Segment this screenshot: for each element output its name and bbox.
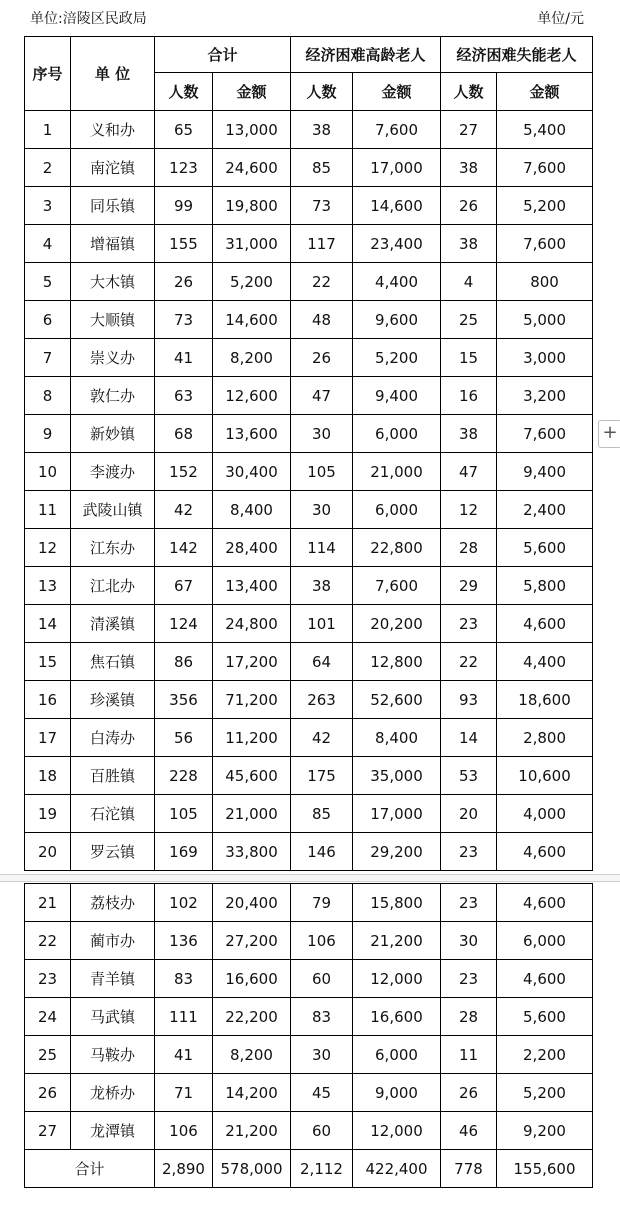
unit-cell: 新妙镇 bbox=[71, 415, 155, 453]
value-cell: 73 bbox=[291, 187, 353, 225]
unit-cell: 荔枝办 bbox=[71, 884, 155, 922]
value-cell: 28 bbox=[441, 998, 497, 1036]
total-cell: 578,000 bbox=[213, 1150, 291, 1188]
seq-cell: 12 bbox=[25, 529, 71, 567]
table-row bbox=[25, 1112, 593, 1150]
value-cell: 9,400 bbox=[353, 377, 441, 415]
value-cell: 65 bbox=[155, 111, 213, 149]
value-cell: 85 bbox=[291, 149, 353, 187]
unit-cell: 大木镇 bbox=[71, 263, 155, 301]
unit-cell: 青羊镇 bbox=[71, 960, 155, 998]
unit-cell: 江北办 bbox=[71, 567, 155, 605]
value-cell: 4,400 bbox=[353, 263, 441, 301]
value-cell: 31,000 bbox=[213, 225, 291, 263]
table-row bbox=[25, 149, 593, 187]
table-row bbox=[25, 339, 593, 377]
table-row bbox=[25, 301, 593, 339]
value-cell: 8,200 bbox=[213, 1036, 291, 1074]
value-cell: 16,600 bbox=[353, 998, 441, 1036]
value-cell: 18,600 bbox=[497, 681, 593, 719]
value-cell: 175 bbox=[291, 757, 353, 795]
table-row bbox=[25, 681, 593, 719]
value-cell: 106 bbox=[155, 1112, 213, 1150]
table-row bbox=[25, 567, 593, 605]
value-cell: 263 bbox=[291, 681, 353, 719]
value-cell: 30 bbox=[291, 1036, 353, 1074]
seq-cell: 3 bbox=[25, 187, 71, 225]
value-cell: 68 bbox=[155, 415, 213, 453]
value-cell: 23 bbox=[441, 605, 497, 643]
value-cell: 13,400 bbox=[213, 567, 291, 605]
value-cell: 30,400 bbox=[213, 453, 291, 491]
value-cell: 24,800 bbox=[213, 605, 291, 643]
value-cell: 48 bbox=[291, 301, 353, 339]
seq-cell: 27 bbox=[25, 1112, 71, 1150]
value-cell: 93 bbox=[441, 681, 497, 719]
value-cell: 6,000 bbox=[353, 415, 441, 453]
col-header-disabled-amount: 金额 bbox=[497, 73, 593, 111]
value-cell: 5,400 bbox=[497, 111, 593, 149]
value-cell: 2,200 bbox=[497, 1036, 593, 1074]
seq-cell: 6 bbox=[25, 301, 71, 339]
value-cell: 3,000 bbox=[497, 339, 593, 377]
value-cell: 20,400 bbox=[213, 884, 291, 922]
value-cell: 8,200 bbox=[213, 339, 291, 377]
value-cell: 71,200 bbox=[213, 681, 291, 719]
table-row bbox=[25, 1074, 593, 1112]
value-cell: 23 bbox=[441, 833, 497, 871]
value-cell: 106 bbox=[291, 922, 353, 960]
unit-cell: 蔺市办 bbox=[71, 922, 155, 960]
seq-cell: 14 bbox=[25, 605, 71, 643]
value-cell: 42 bbox=[291, 719, 353, 757]
value-cell: 8,400 bbox=[213, 491, 291, 529]
value-cell: 38 bbox=[291, 567, 353, 605]
page-header bbox=[30, 8, 584, 28]
unit-cell: 李渡办 bbox=[71, 453, 155, 491]
value-cell: 19,800 bbox=[213, 187, 291, 225]
total-cell: 422,400 bbox=[353, 1150, 441, 1188]
table-row bbox=[25, 1036, 593, 1074]
value-cell: 7,600 bbox=[497, 149, 593, 187]
value-cell: 8,400 bbox=[353, 719, 441, 757]
table-row bbox=[25, 263, 593, 301]
value-cell: 16,600 bbox=[213, 960, 291, 998]
table-row bbox=[25, 795, 593, 833]
value-cell: 22,800 bbox=[353, 529, 441, 567]
value-cell: 67 bbox=[155, 567, 213, 605]
seq-cell: 5 bbox=[25, 263, 71, 301]
value-cell: 9,200 bbox=[497, 1112, 593, 1150]
value-cell: 5,600 bbox=[497, 998, 593, 1036]
value-cell: 29 bbox=[441, 567, 497, 605]
table-row bbox=[25, 643, 593, 681]
value-cell: 79 bbox=[291, 884, 353, 922]
currency-unit: 单位/元 bbox=[537, 11, 584, 27]
value-cell: 142 bbox=[155, 529, 213, 567]
subsidy-table-page1 bbox=[24, 36, 593, 871]
unit-cell: 清溪镇 bbox=[71, 605, 155, 643]
value-cell: 22 bbox=[441, 643, 497, 681]
table-row bbox=[25, 960, 593, 998]
value-cell: 20 bbox=[441, 795, 497, 833]
value-cell: 14 bbox=[441, 719, 497, 757]
value-cell: 17,000 bbox=[353, 795, 441, 833]
unit-cell: 石沱镇 bbox=[71, 795, 155, 833]
value-cell: 4,600 bbox=[497, 884, 593, 922]
unit-cell: 珍溪镇 bbox=[71, 681, 155, 719]
value-cell: 5,000 bbox=[497, 301, 593, 339]
value-cell: 111 bbox=[155, 998, 213, 1036]
unit-cell: 白涛办 bbox=[71, 719, 155, 757]
col-header-total-count: 人数 bbox=[155, 73, 213, 111]
value-cell: 45 bbox=[291, 1074, 353, 1112]
value-cell: 9,000 bbox=[353, 1074, 441, 1112]
value-cell: 5,200 bbox=[497, 1074, 593, 1112]
value-cell: 356 bbox=[155, 681, 213, 719]
value-cell: 10,600 bbox=[497, 757, 593, 795]
value-cell: 83 bbox=[291, 998, 353, 1036]
unit-cell: 焦石镇 bbox=[71, 643, 155, 681]
value-cell: 56 bbox=[155, 719, 213, 757]
table-row bbox=[25, 922, 593, 960]
seq-cell: 11 bbox=[25, 491, 71, 529]
seq-cell: 15 bbox=[25, 643, 71, 681]
table-row bbox=[25, 757, 593, 795]
value-cell: 38 bbox=[441, 415, 497, 453]
value-cell: 12,000 bbox=[353, 1112, 441, 1150]
table-row bbox=[25, 453, 593, 491]
value-cell: 16 bbox=[441, 377, 497, 415]
value-cell: 23,400 bbox=[353, 225, 441, 263]
value-cell: 23 bbox=[441, 884, 497, 922]
value-cell: 53 bbox=[441, 757, 497, 795]
value-cell: 136 bbox=[155, 922, 213, 960]
total-cell: 155,600 bbox=[497, 1150, 593, 1188]
table-row bbox=[25, 377, 593, 415]
value-cell: 6,000 bbox=[497, 922, 593, 960]
value-cell: 52,600 bbox=[353, 681, 441, 719]
value-cell: 4,000 bbox=[497, 795, 593, 833]
table-row bbox=[25, 111, 593, 149]
seq-cell: 8 bbox=[25, 377, 71, 415]
value-cell: 63 bbox=[155, 377, 213, 415]
value-cell: 4 bbox=[441, 263, 497, 301]
value-cell: 14,600 bbox=[213, 301, 291, 339]
seq-cell: 9 bbox=[25, 415, 71, 453]
value-cell: 14,600 bbox=[353, 187, 441, 225]
value-cell: 47 bbox=[441, 453, 497, 491]
value-cell: 14,200 bbox=[213, 1074, 291, 1112]
value-cell: 38 bbox=[441, 225, 497, 263]
seq-cell: 10 bbox=[25, 453, 71, 491]
seq-cell: 2 bbox=[25, 149, 71, 187]
value-cell: 17,000 bbox=[353, 149, 441, 187]
value-cell: 2,400 bbox=[497, 491, 593, 529]
value-cell: 12,000 bbox=[353, 960, 441, 998]
value-cell: 38 bbox=[291, 111, 353, 149]
value-cell: 41 bbox=[155, 339, 213, 377]
unit-cell: 龙桥办 bbox=[71, 1074, 155, 1112]
table-row bbox=[25, 605, 593, 643]
table-row bbox=[25, 998, 593, 1036]
value-cell: 146 bbox=[291, 833, 353, 871]
value-cell: 155 bbox=[155, 225, 213, 263]
value-cell: 4,600 bbox=[497, 960, 593, 998]
unit-cell: 同乐镇 bbox=[71, 187, 155, 225]
value-cell: 60 bbox=[291, 960, 353, 998]
table-row bbox=[25, 187, 593, 225]
value-cell: 123 bbox=[155, 149, 213, 187]
value-cell: 25 bbox=[441, 301, 497, 339]
value-cell: 35,000 bbox=[353, 757, 441, 795]
add-plus-icon[interactable]: + bbox=[598, 420, 620, 448]
value-cell: 29,200 bbox=[353, 833, 441, 871]
value-cell: 11 bbox=[441, 1036, 497, 1074]
value-cell: 105 bbox=[291, 453, 353, 491]
col-header-total-amount: 金额 bbox=[213, 73, 291, 111]
value-cell: 30 bbox=[441, 922, 497, 960]
value-cell: 152 bbox=[155, 453, 213, 491]
value-cell: 33,800 bbox=[213, 833, 291, 871]
value-cell: 6,000 bbox=[353, 1036, 441, 1074]
col-header-elderly-amount: 金额 bbox=[353, 73, 441, 111]
table-row bbox=[25, 225, 593, 263]
value-cell: 12,600 bbox=[213, 377, 291, 415]
value-cell: 800 bbox=[497, 263, 593, 301]
value-cell: 42 bbox=[155, 491, 213, 529]
seq-cell: 25 bbox=[25, 1036, 71, 1074]
unit-cell: 马武镇 bbox=[71, 998, 155, 1036]
col-group-disabled: 经济困难失能老人 bbox=[441, 37, 593, 73]
value-cell: 4,400 bbox=[497, 643, 593, 681]
value-cell: 11,200 bbox=[213, 719, 291, 757]
value-cell: 64 bbox=[291, 643, 353, 681]
value-cell: 5,200 bbox=[353, 339, 441, 377]
value-cell: 13,000 bbox=[213, 111, 291, 149]
value-cell: 28,400 bbox=[213, 529, 291, 567]
seq-cell: 23 bbox=[25, 960, 71, 998]
seq-cell: 17 bbox=[25, 719, 71, 757]
value-cell: 26 bbox=[441, 1074, 497, 1112]
seq-cell: 4 bbox=[25, 225, 71, 263]
total-cell: 2,112 bbox=[291, 1150, 353, 1188]
value-cell: 20,200 bbox=[353, 605, 441, 643]
value-cell: 7,600 bbox=[497, 415, 593, 453]
value-cell: 21,200 bbox=[353, 922, 441, 960]
value-cell: 60 bbox=[291, 1112, 353, 1150]
value-cell: 30 bbox=[291, 491, 353, 529]
value-cell: 169 bbox=[155, 833, 213, 871]
value-cell: 5,200 bbox=[213, 263, 291, 301]
value-cell: 2,800 bbox=[497, 719, 593, 757]
value-cell: 26 bbox=[291, 339, 353, 377]
value-cell: 6,000 bbox=[353, 491, 441, 529]
value-cell: 24,600 bbox=[213, 149, 291, 187]
seq-cell: 1 bbox=[25, 111, 71, 149]
seq-cell: 22 bbox=[25, 922, 71, 960]
table-row bbox=[25, 491, 593, 529]
value-cell: 21,200 bbox=[213, 1112, 291, 1150]
value-cell: 22 bbox=[291, 263, 353, 301]
value-cell: 30 bbox=[291, 415, 353, 453]
total-cell: 778 bbox=[441, 1150, 497, 1188]
value-cell: 101 bbox=[291, 605, 353, 643]
value-cell: 83 bbox=[155, 960, 213, 998]
subsidy-table-page2 bbox=[24, 883, 593, 1188]
unit-cell: 崇义办 bbox=[71, 339, 155, 377]
value-cell: 15,800 bbox=[353, 884, 441, 922]
value-cell: 22,200 bbox=[213, 998, 291, 1036]
table-row bbox=[25, 833, 593, 871]
unit-cell: 江东办 bbox=[71, 529, 155, 567]
seq-cell: 26 bbox=[25, 1074, 71, 1112]
value-cell: 21,000 bbox=[213, 795, 291, 833]
value-cell: 45,600 bbox=[213, 757, 291, 795]
value-cell: 17,200 bbox=[213, 643, 291, 681]
seq-cell: 21 bbox=[25, 884, 71, 922]
seq-cell: 16 bbox=[25, 681, 71, 719]
total-cell: 2,890 bbox=[155, 1150, 213, 1188]
col-group-elderly: 经济困难高龄老人 bbox=[291, 37, 441, 73]
value-cell: 4,600 bbox=[497, 833, 593, 871]
unit-cell: 百胜镇 bbox=[71, 757, 155, 795]
value-cell: 5,600 bbox=[497, 529, 593, 567]
value-cell: 27 bbox=[441, 111, 497, 149]
table-row bbox=[25, 529, 593, 567]
value-cell: 4,600 bbox=[497, 605, 593, 643]
value-cell: 15 bbox=[441, 339, 497, 377]
value-cell: 9,600 bbox=[353, 301, 441, 339]
col-header-unit: 单 位 bbox=[71, 37, 155, 111]
value-cell: 124 bbox=[155, 605, 213, 643]
col-header-disabled-count: 人数 bbox=[441, 73, 497, 111]
value-cell: 26 bbox=[441, 187, 497, 225]
value-cell: 7,600 bbox=[353, 567, 441, 605]
value-cell: 114 bbox=[291, 529, 353, 567]
issuing-unit: 单位:涪陵区民政局 bbox=[30, 11, 147, 27]
unit-cell: 义和办 bbox=[71, 111, 155, 149]
seq-cell: 7 bbox=[25, 339, 71, 377]
value-cell: 86 bbox=[155, 643, 213, 681]
unit-cell: 敦仁办 bbox=[71, 377, 155, 415]
value-cell: 47 bbox=[291, 377, 353, 415]
value-cell: 3,200 bbox=[497, 377, 593, 415]
seq-cell: 19 bbox=[25, 795, 71, 833]
unit-cell: 增福镇 bbox=[71, 225, 155, 263]
value-cell: 85 bbox=[291, 795, 353, 833]
value-cell: 99 bbox=[155, 187, 213, 225]
value-cell: 5,200 bbox=[497, 187, 593, 225]
value-cell: 12 bbox=[441, 491, 497, 529]
value-cell: 5,800 bbox=[497, 567, 593, 605]
unit-cell: 罗云镇 bbox=[71, 833, 155, 871]
table-row bbox=[25, 719, 593, 757]
value-cell: 117 bbox=[291, 225, 353, 263]
value-cell: 26 bbox=[155, 263, 213, 301]
seq-cell: 24 bbox=[25, 998, 71, 1036]
unit-cell: 马鞍办 bbox=[71, 1036, 155, 1074]
value-cell: 71 bbox=[155, 1074, 213, 1112]
col-group-total: 合计 bbox=[155, 37, 291, 73]
table-row bbox=[25, 415, 593, 453]
unit-cell: 龙潭镇 bbox=[71, 1112, 155, 1150]
value-cell: 21,000 bbox=[353, 453, 441, 491]
value-cell: 73 bbox=[155, 301, 213, 339]
unit-cell: 南沱镇 bbox=[71, 149, 155, 187]
value-cell: 28 bbox=[441, 529, 497, 567]
value-cell: 105 bbox=[155, 795, 213, 833]
value-cell: 23 bbox=[441, 960, 497, 998]
value-cell: 41 bbox=[155, 1036, 213, 1074]
value-cell: 228 bbox=[155, 757, 213, 795]
value-cell: 9,400 bbox=[497, 453, 593, 491]
value-cell: 27,200 bbox=[213, 922, 291, 960]
unit-cell: 武陵山镇 bbox=[71, 491, 155, 529]
page-break-divider bbox=[0, 874, 620, 882]
col-header-seq: 序号 bbox=[25, 37, 71, 111]
unit-cell: 大顺镇 bbox=[71, 301, 155, 339]
value-cell: 38 bbox=[441, 149, 497, 187]
value-cell: 7,600 bbox=[497, 225, 593, 263]
value-cell: 12,800 bbox=[353, 643, 441, 681]
seq-cell: 13 bbox=[25, 567, 71, 605]
value-cell: 46 bbox=[441, 1112, 497, 1150]
seq-cell: 20 bbox=[25, 833, 71, 871]
value-cell: 7,600 bbox=[353, 111, 441, 149]
table-row bbox=[25, 884, 593, 922]
total-label: 合计 bbox=[25, 1150, 155, 1188]
col-header-elderly-count: 人数 bbox=[291, 73, 353, 111]
total-row bbox=[25, 1150, 593, 1188]
value-cell: 102 bbox=[155, 884, 213, 922]
seq-cell: 18 bbox=[25, 757, 71, 795]
value-cell: 13,600 bbox=[213, 415, 291, 453]
